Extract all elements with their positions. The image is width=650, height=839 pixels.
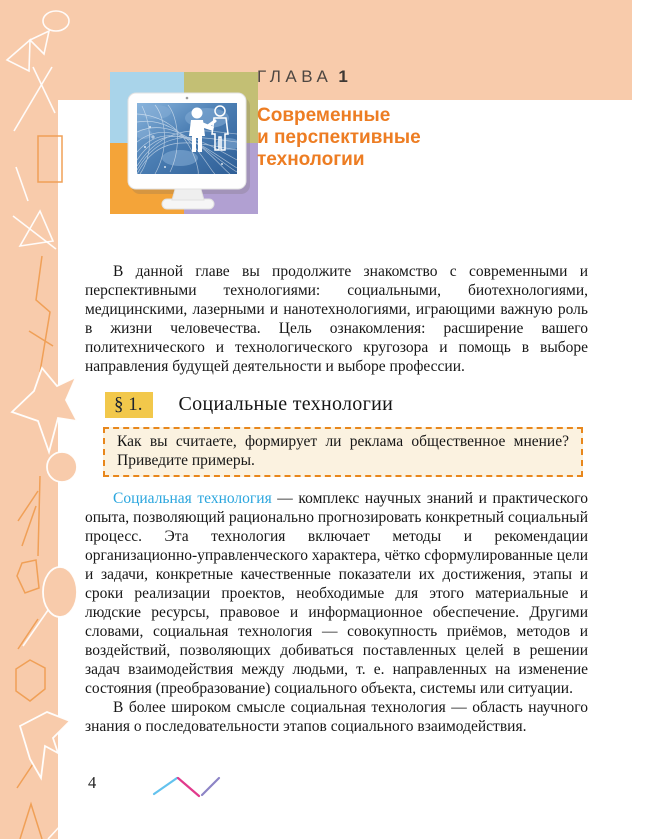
section-marker: § 1. bbox=[105, 392, 153, 418]
intro-paragraph: В данной главе вы продолжите знакомство с современными и перспективными технологиями: социальными, биотехнологиями, медицинскими, лазерными и нанотехнологиями, играющими важную роль в жизни человечества. Цель ознакомления: расширение вашего политехнического и технологического кругозора и помощь в выборе направления будущей деятельности и выборе профессии. bbox=[85, 263, 588, 375]
definition-term: Социальная технология bbox=[113, 490, 272, 507]
footer-decorative-lines bbox=[150, 771, 228, 801]
chapter-title-line: Современные bbox=[257, 105, 391, 126]
page-number: 4 bbox=[88, 773, 97, 792]
decorative-sidebar bbox=[0, 0, 58, 839]
definition-rest: — комплекс научных знаний и практического опыта, позволяющий рационально прогнозировать конкретный социальный процесс. Эта технология включает методы и рекомендации организационно-управленческого характера, чётко сформулированные цели и задачи, конкретные качественные показатели их достижения, этапы и сроки реализации проектов, необходимые для этого материальные и людские ресурсы, правовое и информационное обеспечение. Другими словами, социальная технология — совокупность приёмов, методов и воздействий, позволяющих добиваться поставленных целей в решении задач взаимодействия между людьми, т. е. направленных на изменение состояния (преобразование) социального объекта, системы или ситуации. bbox=[85, 490, 588, 697]
page-content bbox=[85, 262, 588, 736]
chapter-title-line: технологии bbox=[257, 149, 365, 170]
closing-paragraph: В более широком смысле социальная технология — область научного знания о последовательности этапов социального взаимодействия. bbox=[85, 699, 588, 735]
chapter-label bbox=[257, 66, 587, 88]
chapter-number: 1 bbox=[338, 67, 348, 86]
question-box bbox=[103, 427, 583, 477]
section-header bbox=[85, 392, 588, 419]
chapter-title bbox=[257, 105, 587, 171]
section-title: Социальные технологии bbox=[178, 393, 394, 415]
chapter-title-line: и перспективные bbox=[257, 127, 421, 148]
chapter-head bbox=[257, 66, 587, 171]
chapter-label-text: ГЛАВА bbox=[257, 67, 333, 86]
monitor-icon bbox=[128, 93, 250, 209]
definition-paragraph bbox=[85, 489, 588, 698]
chapter-illustration bbox=[110, 72, 258, 214]
question-box-text: Как вы считаете, формирует ли реклама общественное мнение? Приведите примеры. bbox=[117, 433, 569, 469]
